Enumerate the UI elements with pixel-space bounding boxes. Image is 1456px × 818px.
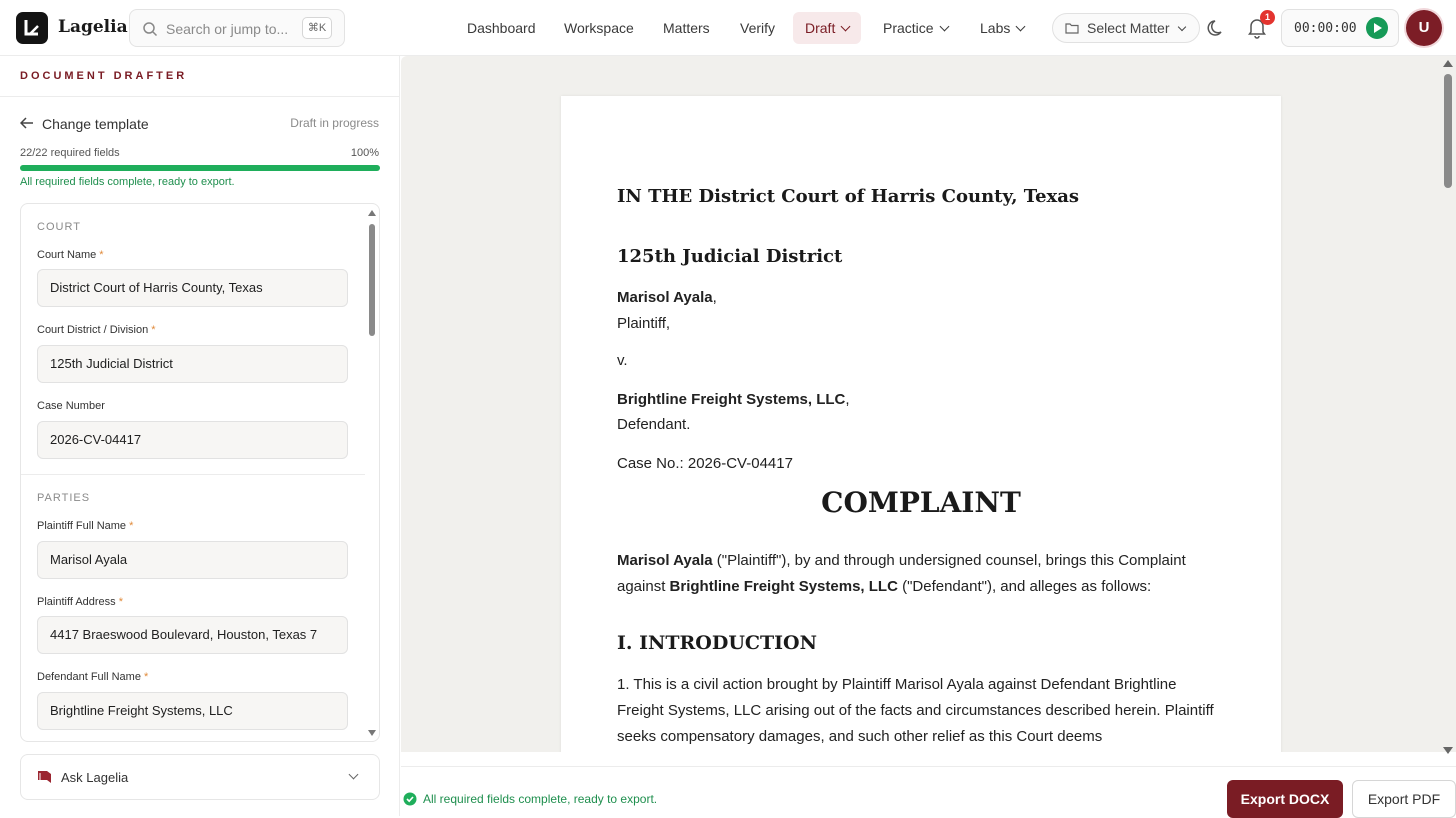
change-template-link[interactable] — [20, 116, 149, 132]
chevron-down-icon — [1178, 23, 1186, 31]
preview-scrollbar[interactable] — [1441, 58, 1455, 754]
export-pdf-button[interactable]: Export PDF — [1352, 780, 1456, 818]
intro-text-2: ("Defendant"), and alleges as follows: — [897, 578, 1152, 595]
nav-practice-label: Practice — [883, 20, 934, 36]
plaintiff-name-label — [37, 520, 133, 532]
plaintiff-address-label — [37, 596, 123, 608]
brand-name[interactable]: Lagelia — [58, 17, 128, 37]
required-fields-count: 22/22 required fields — [20, 147, 120, 159]
section-heading: I. INTRODUCTION — [617, 632, 817, 654]
court-district-input[interactable]: 125th Judicial District — [37, 345, 348, 383]
court-district-label — [37, 324, 156, 336]
defendant-line: Brightline Freight Systems, LLC, — [617, 391, 850, 408]
nav-dashboard-label: Dashboard — [467, 20, 536, 36]
scroll-down-icon[interactable] — [368, 730, 376, 736]
form-scrollbar[interactable] — [367, 210, 377, 736]
check-circle-icon — [403, 792, 417, 806]
play-icon[interactable] — [1366, 17, 1388, 39]
draft-status: Draft in progress — [290, 116, 379, 130]
defendant-role: Defendant. — [617, 416, 691, 433]
nav-workspace[interactable] — [552, 12, 646, 44]
footer-status: All required fields complete, ready to export. — [423, 792, 658, 806]
search-icon — [142, 21, 158, 37]
required-marker: * — [151, 324, 156, 336]
defendant-name: Brightline Freight Systems, LLC — [617, 391, 846, 408]
required-marker: * — [118, 596, 123, 608]
chevron-down-icon — [1016, 22, 1026, 32]
select-matter-button[interactable] — [1052, 13, 1200, 43]
court-heading: IN THE District Court of Harris County, Texas — [617, 186, 1080, 207]
flag-icon — [37, 770, 53, 784]
paragraph-1: 1. This is a civil action brought by Plaintiff Marisol Ayala against Defendant Brightline Freight Systems, LLC arising out of the facts and circumstances described herein. Plaintiff seeks compensatory damages, and such other relief as this Court deems — [617, 676, 1214, 745]
case-number-input[interactable]: 2026-CV-04417 — [37, 421, 348, 459]
divider — [21, 474, 365, 475]
ask-lagelia-panel[interactable] — [20, 754, 380, 800]
plaintiff-name-input[interactable]: Marisol Ayala — [37, 541, 348, 579]
nav-labs[interactable] — [968, 12, 1036, 44]
nav-workspace-label: Workspace — [564, 20, 634, 36]
notification-badge: 1 — [1260, 10, 1275, 25]
nav-dashboard[interactable] — [455, 12, 548, 44]
moon-icon[interactable] — [1207, 18, 1227, 38]
court-name-label — [37, 249, 104, 261]
plaintiff-address-label-text: Plaintiff Address — [37, 596, 116, 608]
court-district-label-text: Court District / Division — [37, 324, 149, 336]
progress-fill — [20, 165, 380, 171]
case-number-label — [37, 400, 105, 412]
complete-message: All required fields complete, ready to export. — [20, 176, 235, 188]
case-number-line: Case No.: 2026-CV-04417 — [617, 455, 793, 472]
document-preview — [401, 56, 1456, 752]
search-placeholder: Search or jump to... — [166, 21, 289, 37]
arrow-left-icon — [20, 117, 34, 129]
plaintiff-line: Marisol Ayala, — [617, 289, 717, 306]
defendant-name-label-text: Defendant Full Name — [37, 671, 141, 683]
search-box[interactable] — [129, 9, 345, 47]
chevron-down-icon — [939, 22, 949, 32]
nav-matters-label: Matters — [663, 20, 710, 36]
plaintiff-role: Plaintiff, — [617, 315, 671, 332]
nav-labs-label: Labs — [980, 20, 1011, 36]
section-court-heading: COURT — [37, 221, 81, 233]
nav-draft[interactable] — [793, 12, 861, 44]
defendant-name-label — [37, 671, 148, 683]
timer-display: 00:00:00 — [1294, 21, 1357, 36]
nav-verify[interactable] — [728, 12, 787, 44]
chevron-down-icon — [841, 22, 851, 32]
case-number-label-text: Case Number — [37, 400, 105, 412]
plaintiff-address-input[interactable]: 4417 Braeswood Boulevard, Houston, Texas 7 — [37, 616, 348, 654]
shortcut-hint: ⌘K — [302, 17, 332, 39]
progress-percent: 100% — [350, 147, 379, 159]
divider — [0, 96, 400, 97]
nav-practice[interactable] — [871, 12, 960, 44]
required-marker: * — [99, 249, 104, 261]
required-marker: * — [129, 520, 134, 532]
plaintiff-name-label-text: Plaintiff Full Name — [37, 520, 127, 532]
nav-draft-label: Draft — [805, 20, 836, 36]
defendant-name-input[interactable]: Brightline Freight Systems, LLC — [37, 692, 348, 730]
top-bar — [0, 0, 1456, 56]
template-form[interactable] — [20, 203, 380, 742]
nav-matters[interactable] — [651, 12, 722, 44]
scroll-up-icon[interactable] — [368, 210, 376, 216]
document-page — [561, 96, 1281, 752]
intro-defendant: Brightline Freight Systems, LLC — [669, 578, 898, 595]
versus: v. — [617, 352, 628, 369]
progress-bar — [20, 165, 380, 171]
district-heading: 125th Judicial District — [617, 246, 843, 267]
intro-text-1: ("Plaintiff"), by and through undersigned counsel, brings this Complaint against — [617, 552, 1186, 595]
scroll-up-icon[interactable] — [1443, 60, 1453, 67]
scroll-thumb[interactable] — [1444, 74, 1452, 188]
lagelia-logo-icon[interactable] — [16, 12, 48, 44]
scroll-thumb[interactable] — [369, 224, 375, 336]
document-drafter-panel — [0, 56, 400, 816]
timer-widget — [1281, 9, 1399, 47]
chevron-down-icon — [349, 770, 359, 780]
required-marker: * — [143, 671, 149, 683]
intro-plaintiff: Marisol Ayala — [617, 552, 713, 569]
ask-lagelia-label: Ask Lagelia — [61, 770, 129, 785]
document-title: COMPLAINT — [821, 486, 1021, 519]
scroll-down-icon[interactable] — [1443, 747, 1453, 754]
plaintiff-name: Marisol Ayala — [617, 289, 713, 306]
change-template-label: Change template — [42, 116, 149, 132]
user-avatar[interactable]: U — [1406, 10, 1442, 46]
nav-verify-label: Verify — [740, 20, 776, 36]
court-name-input[interactable]: District Court of Harris County, Texas — [37, 269, 348, 307]
select-matter-label: Select Matter — [1087, 20, 1170, 36]
export-docx-button[interactable]: Export DOCX — [1227, 780, 1343, 818]
panel-title: DOCUMENT DRAFTER — [20, 70, 188, 82]
section-parties-heading: PARTIES — [37, 492, 91, 504]
intro-paragraph — [617, 548, 1227, 600]
export-footer — [401, 766, 1456, 816]
court-name-label-text: Court Name — [37, 249, 97, 261]
folder-icon — [1065, 22, 1079, 34]
